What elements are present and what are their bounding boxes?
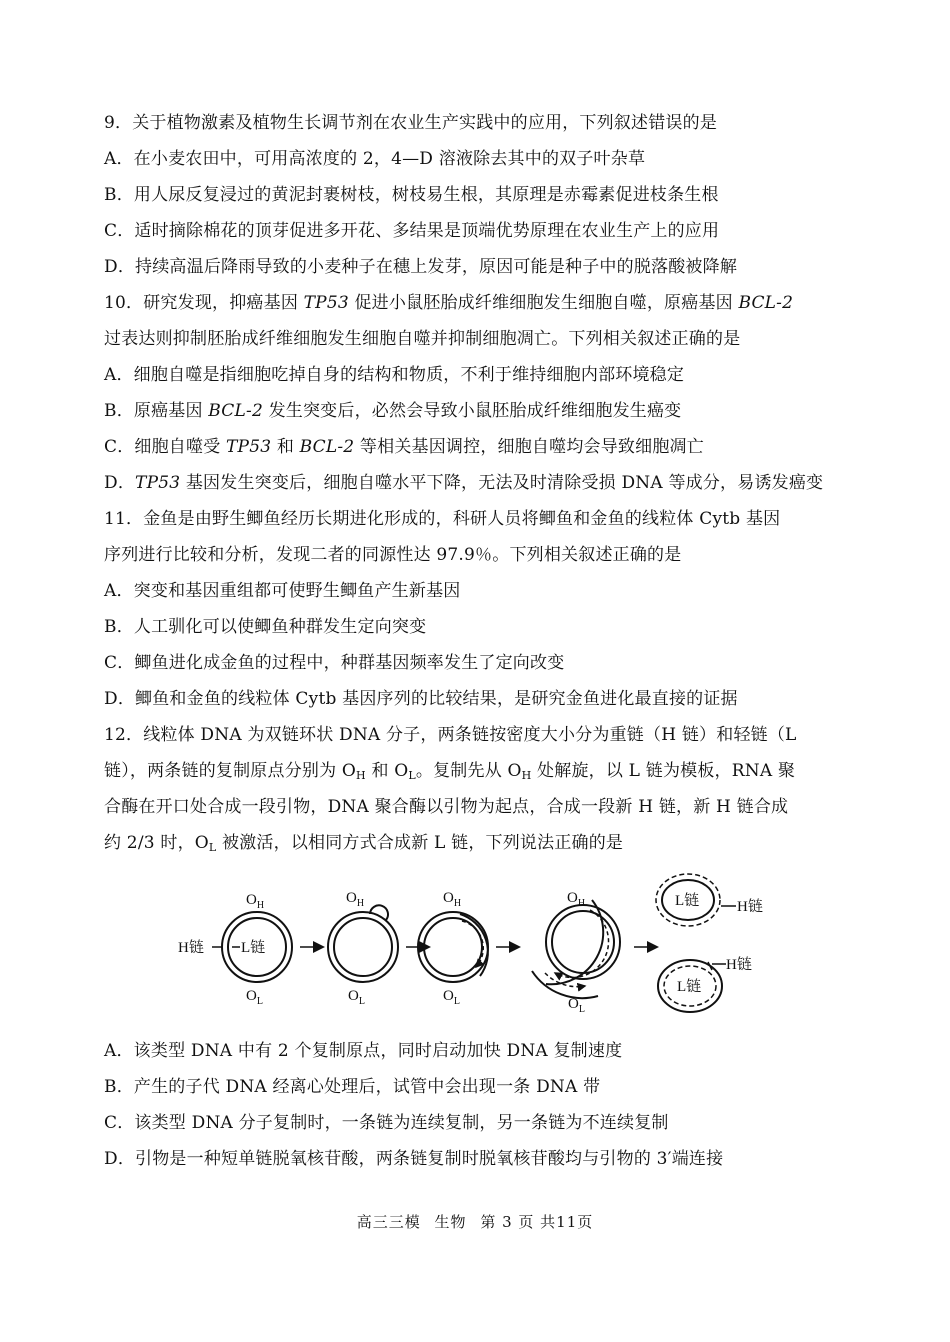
circle-stage-3 [418, 890, 488, 1007]
circle-stage-1 [178, 892, 292, 1007]
q11-stem-line1: 11．金鱼是由野生鲫鱼经历长期进化形成的，科研人员将鲫鱼和金鱼的线粒体 Cytb 基因 [104, 509, 781, 529]
l-chain-label-1: L链 [241, 940, 266, 956]
l-chain-label-top: L链 [675, 893, 700, 909]
ol-label-4: $O_L$ [568, 996, 585, 1015]
q12-stem-line1: 12．线粒体 DNA 为双链环状 DNA 分子，两条链按密度大小分为重链（H 链）和轻链（L [104, 725, 797, 745]
q12-stem-line2: 链），两条链的复制原点分别为 $O_H$ 和 $O_L$。复制先从 $O_H$ 处解旋，以 L 链为模板，RNA 聚 [104, 761, 796, 782]
q11-option-a: A．突变和基因重组都可使野生鲫鱼产生新基因 [104, 581, 461, 601]
q12-stem-line4: 约 2/3 时，$O_L$ 被激活，以相同方式合成新 L 链，下列说法正确的是 [104, 833, 624, 854]
oh-label-2: $O_H$ [346, 890, 365, 909]
h-chain-label-bottom: H链 [726, 957, 752, 973]
product-circle-top [656, 874, 763, 926]
q11-option-d: D．鲫鱼和金鱼的线粒体 Cytb 基因序列的比较结果，是研究金鱼进化最直接的证据 [104, 689, 738, 709]
q9-stem: 9．关于植物激素及植物生长调节剂在农业生产实践中的应用，下列叙述错误的是 [104, 113, 718, 133]
oh-label-3: $O_H$ [443, 890, 462, 909]
q10-option-d: D．TP53 基因发生突变后，细胞自噬水平下降，无法及时清除受损 DNA 等成分，易诱发癌变 [104, 473, 824, 493]
q11-option-c: C．鲫鱼进化成金鱼的过程中，种群基因频率发生了定向改变 [104, 653, 565, 673]
ol-label-2: $O_L$ [348, 988, 365, 1007]
q10-option-c: C．细胞自噬受 TP53 和 BCL-2 等相关基因调控，细胞自噬均会导致细胞凋亡 [104, 437, 704, 457]
q11-stem-line2: 序列进行比较和分析，发现二者的同源性达 97.9％。下列相关叙述正确的是 [104, 545, 682, 565]
footer-exam: 高三三模 [356, 1213, 421, 1231]
q10-option-a: A．细胞自噬是指细胞吃掉自身的结构和物质，不利于维持细胞内部环境稳定 [104, 365, 685, 385]
mtdna-replication-diagram [160, 858, 790, 1028]
circle-stage-4 [532, 890, 620, 1015]
q10-option-b: B．原癌基因 BCL-2 发生突变后，必然会导致小鼠胚胎成纤维细胞发生癌变 [104, 401, 682, 421]
q9-option-d: D．持续高温后降雨导致的小麦种子在穗上发芽，原因可能是种子中的脱落酸被降解 [104, 257, 738, 277]
circle-stage-2 [328, 890, 398, 1007]
q12-stem-line3: 合酶在开口处合成一段引物，DNA 聚合酶以引物为起点，合成一段新 H 链，新 H 链合成 [104, 797, 789, 817]
footer-subject: 生物 [434, 1213, 467, 1231]
q12-option-a: A．该类型 DNA 中有 2 个复制原点，同时启动加快 DNA 复制速度 [104, 1041, 623, 1061]
product-circle-bottom [658, 956, 752, 1012]
q9-option-c: C．适时摘除棉花的顶芽促进多开花、多结果是顶端优势原理在农业生产上的应用 [104, 221, 720, 241]
q10-stem-line2: 过表达则抑制胚胎成纤维细胞发生细胞自噬并抑制细胞凋亡。下列相关叙述正确的是 [104, 329, 741, 349]
ol-label-1: $O_L$ [246, 988, 263, 1007]
page-footer [0, 1211, 950, 1232]
oh-label-4: $O_H$ [567, 890, 586, 909]
q9-option-b: B．用人尿反复浸过的黄泥封裹树枝，树枝易生根，其原理是赤霉素促进枝条生根 [104, 185, 719, 205]
ol-label-3: $O_L$ [443, 988, 460, 1007]
q10-stem-line1: 10．研究发现，抑癌基因 TP53 促进小鼠胚胎成纤维细胞发生细胞自噬，原癌基因 BCL-2 [104, 293, 794, 313]
h-chain-label-top: H链 [737, 899, 763, 915]
q9-option-a: A．在小麦农田中，可用高浓度的 2，4—D 溶液除去其中的双子叶杂草 [104, 149, 646, 169]
h-chain-label-1: H链 [178, 940, 204, 956]
oh-label-1: $O_H$ [246, 892, 265, 911]
q12-option-b: B．产生的子代 DNA 经离心处理后，试管中会出现一条 DNA 带 [104, 1077, 601, 1097]
footer-page-number: 第 3 页 共11页 [480, 1213, 594, 1231]
l-chain-label-bottom: L链 [677, 979, 702, 995]
q11-option-b: B．人工驯化可以使鲫鱼种群发生定向突变 [104, 617, 427, 637]
q12-option-d: D．引物是一种短单链脱氧核苷酸，两条链复制时脱氧核苷酸均与引物的 3′端连接 [104, 1149, 724, 1169]
q12-option-c: C．该类型 DNA 分子复制时，一条链为连续复制，另一条链为不连续复制 [104, 1113, 669, 1133]
